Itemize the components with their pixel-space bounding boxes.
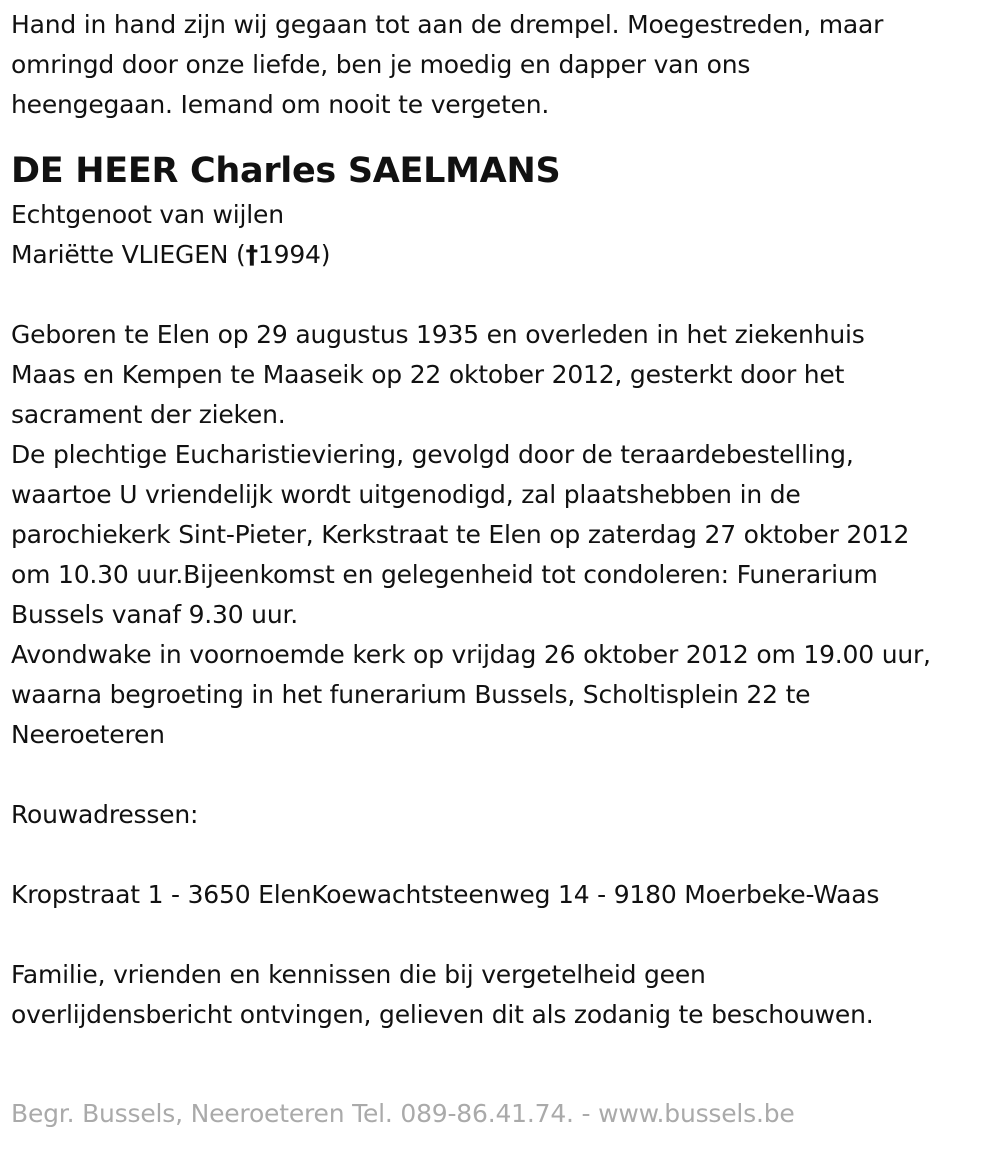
details-line: Maas en Kempen te Maaseik op 22 oktober 2012, gesterkt door het: [11, 360, 845, 389]
details-line: parochiekerk Sint-Pieter, Kerkstraat te Elen op zaterdag 27 oktober 2012: [11, 520, 910, 549]
details-line: Bussels vanaf 9.30 uur.: [11, 600, 299, 629]
spacer: [11, 755, 996, 795]
details-line: De plechtige Eucharistieviering, gevolgd door de teraardebestelling,: [11, 440, 854, 469]
spouse-name: Mariëtte VLIEGEN (: [11, 240, 246, 269]
details-paragraph: [11, 315, 996, 755]
notice-paragraph: [11, 955, 996, 1035]
addresses-text: Kropstraat 1 - 3650 ElenKoewachtsteenweg 14 - 9180 Moerbeke-Waas: [11, 880, 880, 909]
notice-line: overlijdensbericht ontvingen, gelieven dit als zodanig te beschouwen.: [11, 1000, 874, 1029]
spouse-year: 1994): [257, 240, 331, 269]
addresses-heading: [11, 795, 996, 835]
spacer: [11, 835, 996, 875]
deceased-name: DE HEER Charles SAELMANS: [11, 151, 561, 191]
intro-paragraph: [11, 5, 996, 125]
addresses-line: [11, 875, 996, 915]
spacer: [11, 915, 996, 955]
details-line: Avondwake in voornoemde kerk op vrijdag 26 oktober 2012 om 19.00 uur,: [11, 640, 931, 669]
details-line: Geboren te Elen op 29 augustus 1935 en overleden in het ziekenhuis: [11, 320, 865, 349]
notice-line: Familie, vrienden en kennissen die bij vergetelheid geen: [11, 960, 706, 989]
details-line: sacrament der zieken.: [11, 400, 286, 429]
intro-line: omringd door onze liefde, ben je moedig en dapper van ons: [11, 50, 751, 79]
details-line: Neeroeteren: [11, 720, 165, 749]
cross-icon: †: [245, 240, 258, 269]
intro-line: Hand in hand zijn wij gegaan tot aan de drempel. Moegestreden, maar: [11, 10, 884, 39]
addresses-heading-text: Rouwadressen:: [11, 800, 199, 829]
obituary-document: [11, 5, 996, 1035]
relation-text: Echtgenoot van wijlen: [11, 200, 284, 229]
intro-line: heengegaan. Iemand om nooit te vergeten.: [11, 90, 550, 119]
details-line: waarna begroeting in het funerarium Bussels, Scholtisplein 22 te: [11, 680, 811, 709]
details-line: om 10.30 uur.Bijeenkomst en gelegenheid tot condoleren: Funerarium: [11, 560, 878, 589]
spacer: [11, 275, 996, 315]
footer-credit: Begr. Bussels, Neeroeteren Tel. 089-86.41.74. - www.bussels.be: [11, 1099, 795, 1128]
details-line: waartoe U vriendelijk wordt uitgenodigd, zal plaatshebben in de: [11, 480, 801, 509]
spouse-block: [11, 195, 996, 275]
spouse-line: [11, 235, 996, 275]
